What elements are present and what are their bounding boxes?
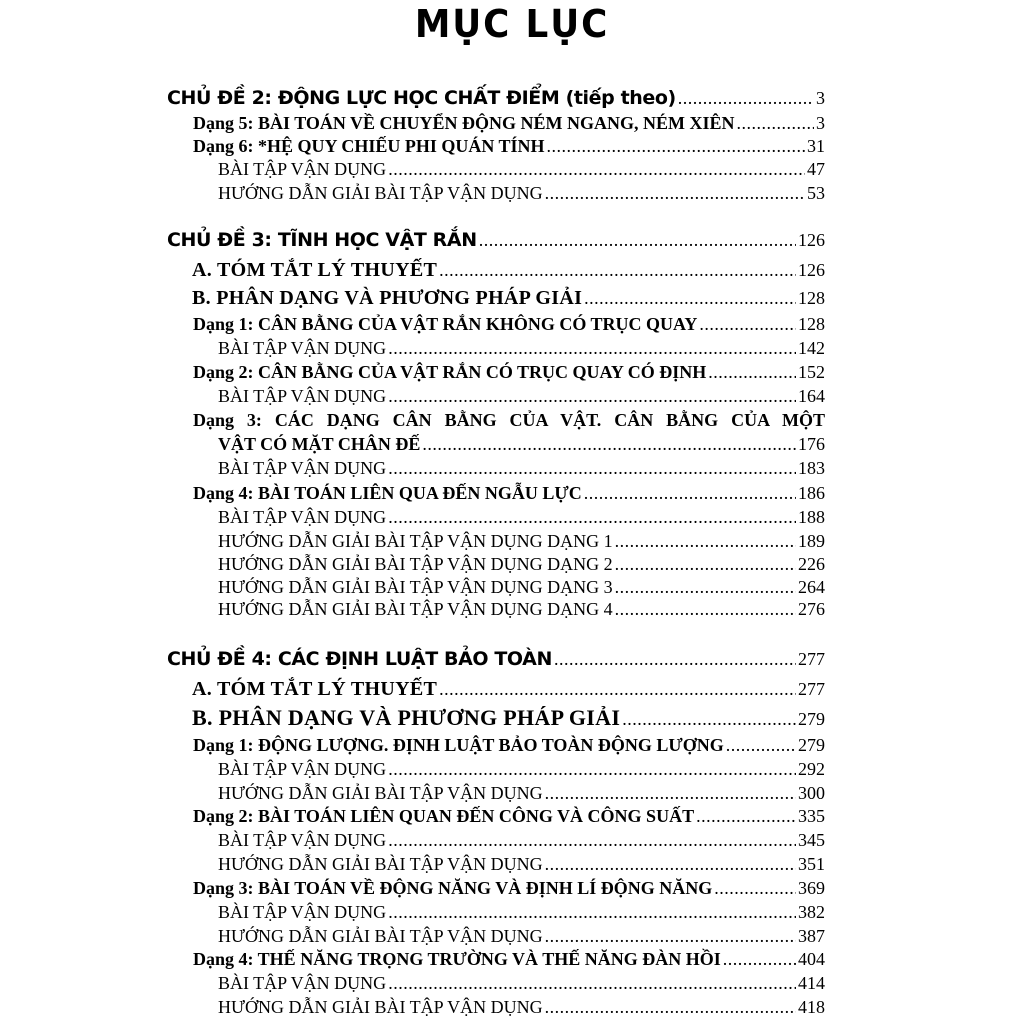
toc-entry-solutions[interactable] xyxy=(218,998,825,1016)
toc-entry-dang-1[interactable] xyxy=(193,315,825,333)
toc-label: BÀI TẬP VẬN DỤNG xyxy=(218,159,387,179)
toc-entry-solutions-2[interactable] xyxy=(218,555,825,573)
toc-label: A. TÓM TẮT LÝ THUYẾT xyxy=(192,259,438,281)
toc-label: HƯỚNG DẪN GIẢI BÀI TẬP VẬN DỤNG xyxy=(218,854,543,874)
toc-entry-solutions-4[interactable] xyxy=(218,600,825,618)
toc-entry-exercises[interactable] xyxy=(218,903,825,921)
toc-label: Dạng 2: BÀI TOÁN LIÊN QUAN ĐẾN CÔNG VÀ CÔNG SUẤT xyxy=(193,806,695,826)
toc-leader xyxy=(388,760,796,778)
toc-label: Dạng 2: CÂN BẰNG CỦA VẬT RẮN CÓ TRỤC QUAY CÓ ĐỊNH xyxy=(193,362,707,382)
toc-page-number: 126 xyxy=(798,230,825,250)
toc-leader xyxy=(545,927,796,945)
toc-page-number: 188 xyxy=(798,507,825,527)
toc-leader xyxy=(554,650,796,668)
toc-chapter-3[interactable] xyxy=(167,231,825,250)
toc-page-number: 418 xyxy=(798,997,825,1017)
toc-label: BÀI TẬP VẬN DỤNG xyxy=(218,830,387,850)
toc-page-number: 47 xyxy=(807,159,825,179)
toc-label: BÀI TẬP VẬN DỤNG xyxy=(218,458,387,478)
toc-leader xyxy=(388,339,796,357)
toc-label: HƯỚNG DẪN GIẢI BÀI TẬP VẬN DỤNG xyxy=(218,183,543,203)
toc-label: B. PHÂN DẠNG VÀ PHƯƠNG PHÁP GIẢI xyxy=(192,705,621,730)
toc-label: HƯỚNG DẪN GIẢI BÀI TẬP VẬN DỤNG DẠNG 4 xyxy=(218,599,613,619)
toc-label: HƯỚNG DẪN GIẢI BÀI TẬP VẬN DỤNG DẠNG 2 xyxy=(218,554,613,574)
toc-label: Dạng 4: BÀI TOÁN LIÊN QUA ĐẾN NGẪU LỰC xyxy=(193,483,582,503)
toc-entry-dang-2[interactable] xyxy=(193,363,825,381)
toc-section-a[interactable] xyxy=(192,260,825,280)
toc-entry-exercises[interactable] xyxy=(218,831,825,849)
toc-leader xyxy=(388,459,796,477)
toc-entry-solutions-1[interactable] xyxy=(218,532,825,550)
toc-label: Dạng 1: ĐỘNG LƯỢNG. ĐỊNH LUẬT BẢO TOÀN ĐỘNG LƯỢNG xyxy=(193,735,724,755)
toc-label: CHỦ ĐỀ 4: CÁC ĐỊNH LUẬT BẢO TOÀN xyxy=(167,648,552,670)
toc-entry-exercises[interactable] xyxy=(218,974,825,992)
toc-label: HƯỚNG DẪN GIẢI BÀI TẬP VẬN DỤNG DẠNG 3 xyxy=(218,577,613,597)
toc-page-number: 53 xyxy=(807,183,825,203)
toc-page-number: 277 xyxy=(798,649,825,669)
toc-label: VẬT CÓ MẶT CHÂN ĐẾ xyxy=(218,434,421,454)
toc-label: BÀI TẬP VẬN DỤNG xyxy=(218,902,387,922)
toc-entry-dang-1[interactable] xyxy=(193,736,825,754)
toc-page-number: 335 xyxy=(798,806,825,826)
toc-page-number: 345 xyxy=(798,830,825,850)
toc-label: CHỦ ĐỀ 3: TĨNH HỌC VẬT RẮN xyxy=(167,229,477,251)
toc-leader xyxy=(584,289,796,307)
toc-entry-dang-4[interactable] xyxy=(193,950,825,968)
toc-page-number: 186 xyxy=(798,483,825,503)
toc-entry-dang-3-line-1[interactable]: Dạng 3: CÁC DẠNG CÂN BẰNG CỦA VẬT. CÂN BẰNG CỦA MỘT xyxy=(193,410,825,430)
toc-entry-exercises[interactable] xyxy=(218,339,825,357)
toc-page-number: 226 xyxy=(798,554,825,574)
toc-label: HƯỚNG DẪN GIẢI BÀI TẬP VẬN DỤNG xyxy=(218,926,543,946)
toc-page-number: 277 xyxy=(798,679,825,699)
toc-entry-dang-4[interactable] xyxy=(193,484,825,502)
toc-leader xyxy=(439,680,796,698)
toc-label: Dạng 5: BÀI TOÁN VỀ CHUYỂN ĐỘNG NÉM NGANG, NÉM XIÊN xyxy=(193,113,735,133)
toc-leader xyxy=(388,387,796,405)
toc-leader xyxy=(584,484,796,502)
toc-leader xyxy=(422,435,796,453)
toc-page-number: 351 xyxy=(798,854,825,874)
toc-page-number: 183 xyxy=(798,458,825,478)
toc-chapter-4[interactable] xyxy=(167,650,825,669)
toc-entry-dang-2[interactable] xyxy=(193,807,825,825)
toc-entry-exercises[interactable] xyxy=(218,508,825,526)
toc-page-number: 414 xyxy=(798,973,825,993)
toc-entry-exercises[interactable] xyxy=(218,160,825,178)
toc-page-number: 300 xyxy=(798,783,825,803)
toc-leader xyxy=(439,261,796,279)
toc-label: Dạng 4: THẾ NĂNG TRỌNG TRƯỜNG VÀ THẾ NĂNG ĐÀN HỒI xyxy=(193,949,721,969)
toc-leader xyxy=(615,578,796,596)
toc-page-number: 279 xyxy=(798,709,825,729)
toc-label: HƯỚNG DẪN GIẢI BÀI TẬP VẬN DỤNG xyxy=(218,997,543,1017)
toc-section-b[interactable] xyxy=(192,288,825,308)
toc-leader xyxy=(388,903,796,921)
toc-section-a[interactable] xyxy=(192,679,825,699)
toc-page-number: 369 xyxy=(798,878,825,898)
toc-leader xyxy=(545,184,805,202)
toc-label: BÀI TẬP VẬN DỤNG xyxy=(218,338,387,358)
toc-section-b[interactable] xyxy=(192,707,825,729)
toc-entry-solutions-3[interactable] xyxy=(218,578,825,596)
toc-page-number: 142 xyxy=(798,338,825,358)
toc-leader xyxy=(479,231,796,249)
toc-leader xyxy=(388,508,796,526)
toc-page-number: 31 xyxy=(807,136,825,156)
toc-leader xyxy=(615,532,796,550)
toc-label: HƯỚNG DẪN GIẢI BÀI TẬP VẬN DỤNG xyxy=(218,783,543,803)
toc-page-number: 3 xyxy=(816,88,825,108)
toc-leader xyxy=(696,807,796,825)
toc-entry-dang-6[interactable] xyxy=(193,137,825,155)
toc-chapter-2[interactable] xyxy=(167,89,825,108)
page-title: MỤC LỤC xyxy=(414,2,610,46)
toc-leader xyxy=(388,160,805,178)
toc-label: A. TÓM TẮT LÝ THUYẾT xyxy=(192,678,438,700)
toc-page-number: 189 xyxy=(798,531,825,551)
toc-page-number: 176 xyxy=(798,434,825,454)
toc-page-number: 128 xyxy=(798,314,825,334)
toc-page-number: 276 xyxy=(798,599,825,619)
toc-page-number: 292 xyxy=(798,759,825,779)
toc-label: BÀI TẬP VẬN DỤNG xyxy=(218,386,387,406)
toc-entry-dang-5[interactable] xyxy=(193,114,825,132)
toc-leader xyxy=(678,89,814,107)
toc-label: CHỦ ĐỀ 2: ĐỘNG LỰC HỌC CHẤT ĐIỂM (tiếp theo) xyxy=(167,87,676,109)
toc-leader xyxy=(723,950,796,968)
toc-label: Dạng 6: *HỆ QUY CHIẾU PHI QUÁN TÍNH xyxy=(193,136,545,156)
toc-label: Dạng 3: BÀI TOÁN VỀ ĐỘNG NĂNG VÀ ĐỊNH LÍ ĐỘNG NĂNG xyxy=(193,878,713,898)
toc-label: HƯỚNG DẪN GIẢI BÀI TẬP VẬN DỤNG DẠNG 1 xyxy=(218,531,613,551)
toc-page-number: 152 xyxy=(798,362,825,382)
toc-leader xyxy=(545,998,796,1016)
toc-entry-exercises[interactable] xyxy=(218,387,825,405)
toc-page-number: 264 xyxy=(798,577,825,597)
toc-leader xyxy=(615,600,796,618)
toc-leader xyxy=(388,831,796,849)
toc-label: BÀI TẬP VẬN DỤNG xyxy=(218,507,387,527)
toc-label: B. PHÂN DẠNG VÀ PHƯƠNG PHÁP GIẢI xyxy=(192,287,583,309)
toc-entry-solutions[interactable] xyxy=(218,184,825,202)
toc-leader xyxy=(547,137,805,155)
toc-page-number: 404 xyxy=(798,949,825,969)
toc-leader xyxy=(699,315,796,333)
toc-leader xyxy=(708,363,796,381)
toc-entry-solutions[interactable] xyxy=(218,927,825,945)
toc-page-number: 128 xyxy=(798,288,825,308)
toc-entry-solutions[interactable] xyxy=(218,855,825,873)
toc-entry-exercises[interactable] xyxy=(218,760,825,778)
toc-leader xyxy=(714,879,796,897)
toc-label: BÀI TẬP VẬN DỤNG xyxy=(218,973,387,993)
toc-leader xyxy=(545,855,796,873)
toc-entry-exercises[interactable] xyxy=(218,459,825,477)
toc-page-number: 279 xyxy=(798,735,825,755)
toc-leader xyxy=(545,784,796,802)
toc-label: Dạng 1: CÂN BẰNG CỦA VẬT RẮN KHÔNG CÓ TRỤC QUAY xyxy=(193,314,698,334)
toc-entry-dang-3-line-2[interactable] xyxy=(218,435,825,453)
toc-leader xyxy=(615,555,796,573)
toc-page-number: 126 xyxy=(798,260,825,280)
toc-page-number: 387 xyxy=(798,926,825,946)
toc-page-number: 382 xyxy=(798,902,825,922)
toc-leader xyxy=(737,114,814,132)
toc-page-number: 3 xyxy=(816,113,825,133)
toc-leader xyxy=(622,710,796,728)
toc-entry-dang-3[interactable] xyxy=(193,879,825,897)
toc-label: BÀI TẬP VẬN DỤNG xyxy=(218,759,387,779)
toc-entry-solutions[interactable] xyxy=(218,784,825,802)
toc-leader xyxy=(726,736,796,754)
toc-page-number: 164 xyxy=(798,386,825,406)
toc-leader xyxy=(388,974,796,992)
